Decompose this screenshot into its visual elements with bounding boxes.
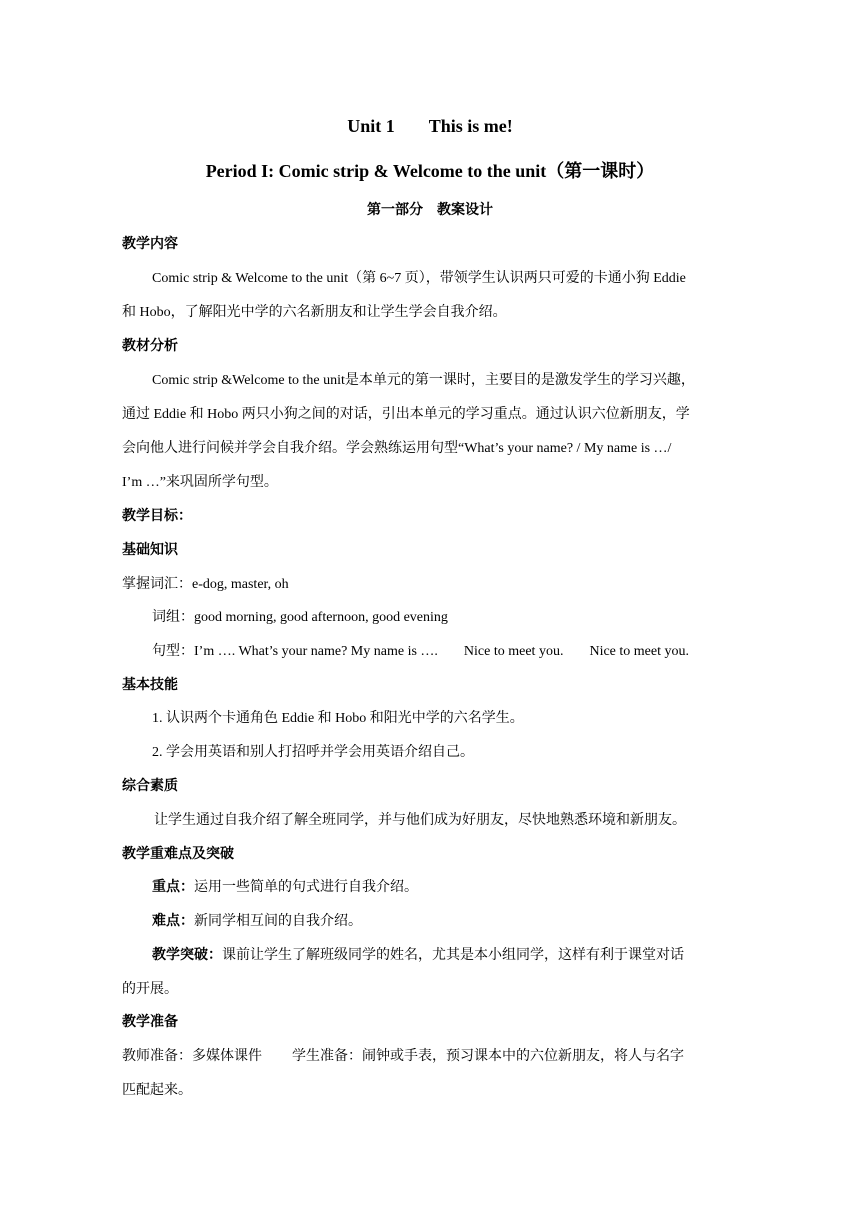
vocab-line: 掌握词汇：e-dog, master, oh — [122, 577, 289, 592]
key-label: 重点： — [152, 880, 194, 895]
unit-title — [0, 117, 860, 135]
key-point — [152, 879, 418, 897]
quality-line-1: 让学生通过自我介绍了解全班同学，并与他们成为好朋友，尽快地熟悉环境和新朋友。 — [154, 813, 686, 828]
unit-name: This is me! — [428, 116, 513, 136]
prep-line-1 — [122, 1048, 684, 1066]
breakthrough-line-2: 的开展。 — [122, 982, 178, 997]
analysis-line-2: 通过 Eddie 和 Hobo 两只小狗之间的对话，引出本单元的学习重点。通过认识六位新朋友，学 — [122, 407, 690, 422]
period-title: Period I: Comic strip & Welcome to the unit（第一课时） — [205, 161, 655, 181]
prep-teacher: 教师准备：多媒体课件 — [122, 1049, 262, 1064]
basic-knowledge-heading: 基础知识 — [122, 543, 178, 558]
breakthrough-text: 课前让学生了解班级同学的姓名，尤其是本小组同学，这样有利于课堂对话 — [222, 948, 684, 963]
sentences-line — [152, 643, 689, 661]
content-line-2: 和 Hobo，了解阳光中学的六名新朋友和让学生学会自我介绍。 — [122, 305, 507, 320]
quality-heading: 综合素质 — [122, 779, 178, 794]
analysis-heading: 教材分析 — [122, 339, 178, 354]
prep-line-2: 匹配起来。 — [122, 1083, 192, 1098]
key-heading: 教学重难点及突破 — [122, 847, 234, 862]
content-line-1: Comic strip & Welcome to the unit（第 6~7 页），带领学生认识两只可爱的卡通小狗 Eddie — [152, 271, 686, 286]
prep-heading: 教学准备 — [122, 1015, 178, 1030]
skill-item-1: 1. 认识两个卡通角色 Eddie 和 Hobo 和阳光中学的六名学生。 — [152, 711, 524, 726]
part-title: 第一部分 教案设计 — [367, 203, 493, 218]
sentences-part-a: 句型：I’m …. What’s your name? My name is …. — [152, 644, 438, 659]
prep-student: 学生准备：闹钟或手表，预习课本中的六位新朋友，将人与名字 — [292, 1049, 684, 1064]
difficult-text: 新同学相互间的自我介绍。 — [194, 914, 362, 929]
unit-number: Unit 1 — [347, 116, 395, 136]
goals-heading: 教学目标： — [122, 509, 192, 524]
breakthrough-label: 教学突破： — [152, 948, 222, 963]
analysis-line-4: I’m …”来巩固所学句型。 — [122, 475, 278, 490]
difficult-label: 难点： — [152, 914, 194, 929]
sentences-part-b: Nice to meet you. — [463, 644, 564, 659]
key-text: 运用一些简单的句式进行自我介绍。 — [194, 880, 418, 895]
breakthrough-point — [152, 947, 684, 965]
phrases-line: 词组：good morning, good afternoon, good evening — [152, 610, 448, 625]
analysis-line-1: Comic strip &Welcome to the unit是本单元的第一课时，主要目的是激发学生的学习兴趣， — [152, 373, 695, 388]
sentences-part-c: Nice to meet you. — [589, 644, 689, 659]
analysis-line-3: 会向他人进行问候并学会自我介绍。学会熟练运用句型“What’s your name? / My name is …/ — [122, 441, 672, 456]
skill-item-2: 2. 学会用英语和别人打招呼并学会用英语介绍自己。 — [152, 745, 474, 760]
difficult-point — [152, 913, 362, 931]
content-heading: 教学内容 — [122, 237, 178, 252]
skills-heading: 基本技能 — [122, 678, 178, 693]
